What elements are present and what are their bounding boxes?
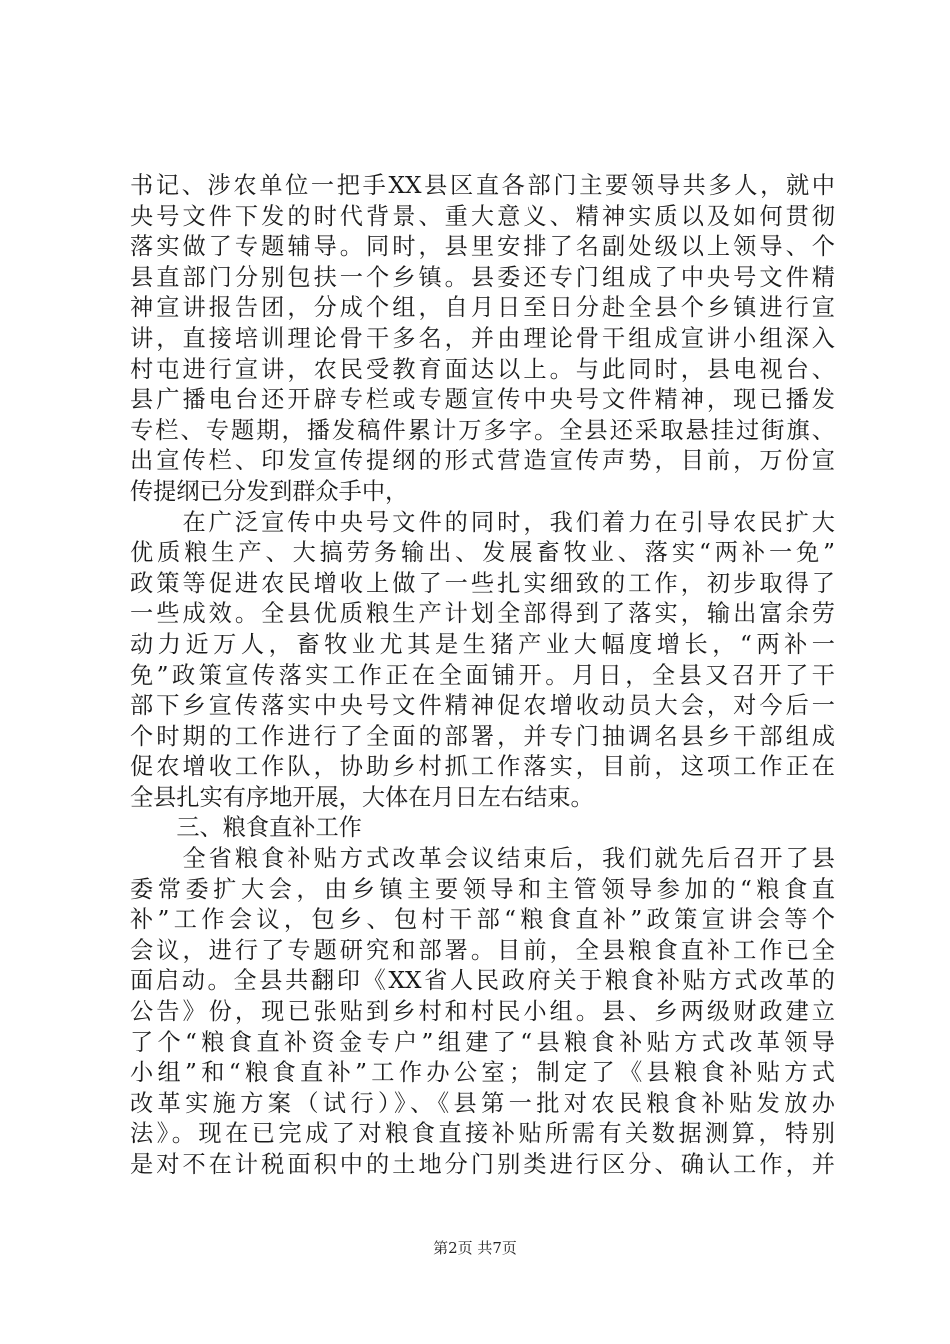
paragraph-end-line: 全县扎实有序地开展，大体在月日左右结束。	[130, 783, 594, 811]
text-line: 免”政策宣传落实工作正在全面铺开。月日，全县又召开了干	[130, 661, 835, 689]
section-heading: 三、粮食直补工作	[130, 814, 362, 842]
text-line: 是对不在计税面积中的土地分门别类进行区分、确认工作，并	[130, 1151, 835, 1178]
text-line: 县广播电台还开辟专栏或专题宣传中央号文件精神，现已播发	[130, 386, 835, 414]
paragraph-end-line: 传提纲已分发到群众手中，	[130, 477, 409, 505]
text-line: 全省粮食补贴方式改革会议结束后，我们就先后召开了县	[130, 845, 835, 873]
text-line: 县直部门分别包扶一个乡镇。县委还专门组成了中央号文件精	[130, 263, 835, 291]
text-line: 法》。现在已完成了对粮食直接补贴所需有关数据测算，特别	[130, 1120, 835, 1148]
text-line: 小组”和“粮食直补”工作办公室；制定了《县粮食补贴方式	[130, 1059, 835, 1087]
text-line: 优质粮生产、大搞劳务输出、发展畜牧业、落实“两补一免”	[130, 539, 835, 567]
page-number-footer: 第2页 共7页	[433, 1239, 517, 1257]
text-line: 一些成效。全县优质粮生产计划全部得到了落实，输出富余劳	[130, 600, 835, 628]
text-line: 书记、涉农单位一把手XX县区直各部门主要领导共多人，就中	[130, 172, 835, 199]
text-line: 央号文件下发的时代背景、重大意义、精神实质以及如何贯彻	[130, 202, 835, 230]
text-line: 部下乡宣传落实中央号文件精神促农增收动员大会，对今后一	[130, 692, 835, 720]
document-body	[130, 171, 835, 1181]
text-line: 政策等促进农民增收上做了一些扎实细致的工作，初步取得了	[130, 569, 835, 597]
text-line: 面启动。全县共翻印《XX省人民政府关于粮食补贴方式改革的	[130, 967, 835, 995]
text-line: 村屯进行宣讲，农民受教育面达以上。与此同时，县电视台、	[130, 355, 835, 383]
text-line: 专栏、专题期，播发稿件累计万多字。全县还采取悬挂过街旗、	[130, 416, 835, 444]
text-line: 补”工作会议，包乡、包村干部“粮食直补”政策宣讲会等个	[130, 906, 835, 934]
text-line: 神宣讲报告团，分成个组，自月日至日分赴全县个乡镇进行宣	[130, 294, 835, 322]
text-line: 改革实施方案（试行）》、《县第一批对农民粮食补贴发放办	[130, 1089, 835, 1117]
text-line: 公告》份，现已张贴到乡村和村民小组。县、乡两级财政建立	[130, 998, 835, 1026]
text-line: 在广泛宣传中央号文件的同时，我们着力在引导农民扩大	[130, 508, 835, 536]
text-line: 个时期的工作进行了全面的部署，并专门抽调名县乡干部组成	[130, 722, 835, 750]
text-line: 讲，直接培训理论骨干多名，并由理论骨干组成宣讲小组深入	[130, 324, 835, 352]
text-line: 委常委扩大会，由乡镇主要领导和主管领导参加的“粮食直	[130, 875, 835, 903]
text-line: 出宣传栏、印发宣传提纲的形式营造宣传声势，目前，万份宣	[130, 447, 835, 475]
text-line: 落实做了专题辅导。同时，县里安排了名副处级以上领导、个	[130, 233, 835, 261]
text-line: 动力近万人，畜牧业尤其是生猪产业大幅度增长，“两补一	[130, 630, 835, 658]
text-line: 促农增收工作队，协助乡村抓工作落实，目前，这项工作正在	[130, 753, 835, 781]
text-line: 会议，进行了专题研究和部署。目前，全县粮食直补工作已全	[130, 936, 835, 964]
text-line: 了个“粮食直补资金专户”组建了“县粮食补贴方式改革领导	[130, 1028, 835, 1056]
